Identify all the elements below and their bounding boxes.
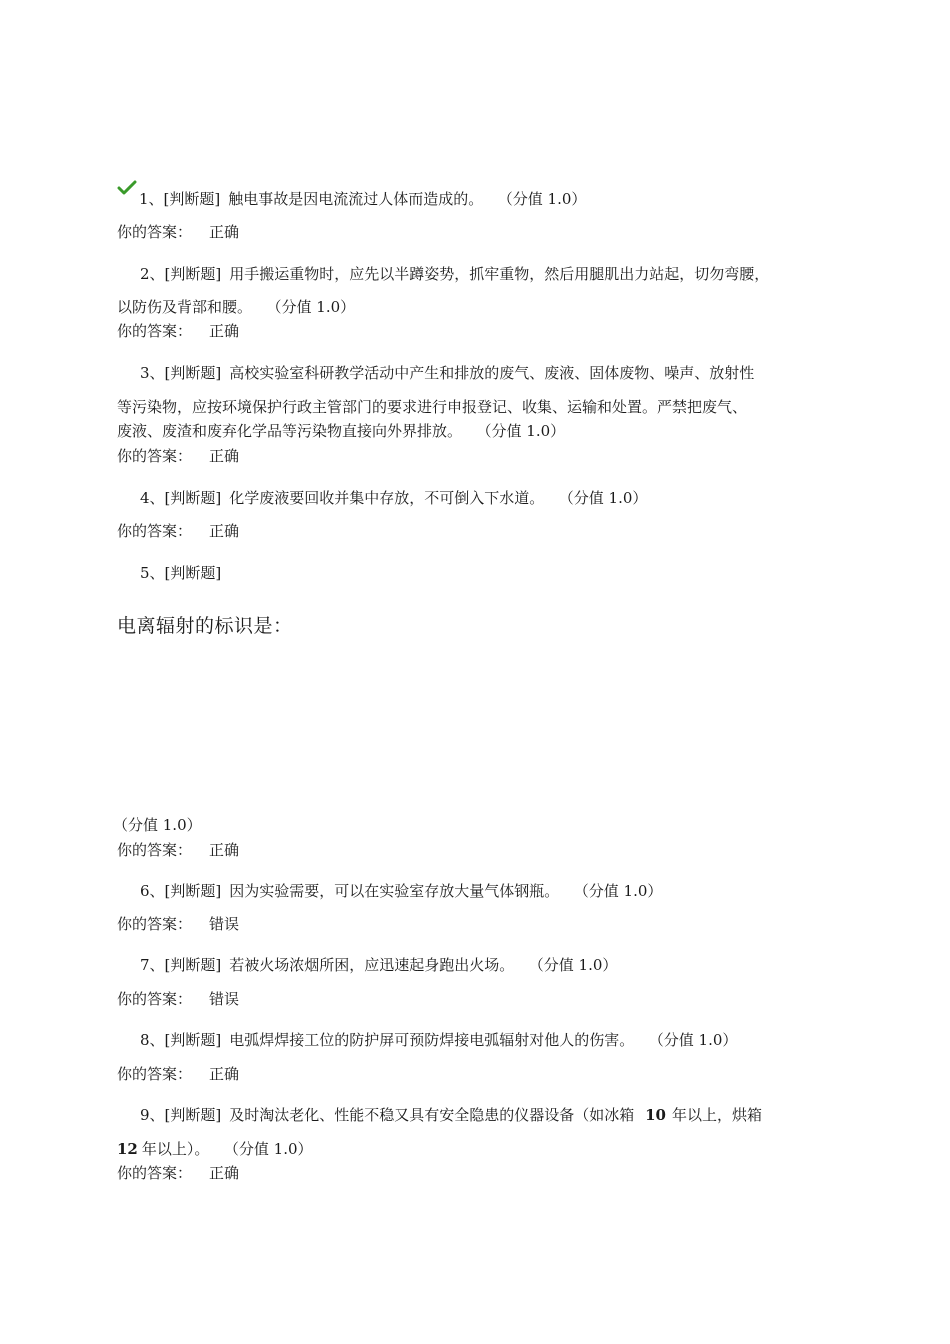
question-score: （分值 1.0） <box>566 489 648 507</box>
question-4 <box>140 488 647 508</box>
question-5-text: 电离辐射的标识是： <box>117 615 293 637</box>
question-type: [判断题] <box>164 1106 222 1124</box>
answer-6 <box>117 914 239 934</box>
answer-label: 你的答案： <box>117 915 193 933</box>
answer-value: 错误 <box>209 990 240 1008</box>
answer-label: 你的答案： <box>117 841 193 859</box>
question-score: （分值 1.0） <box>484 422 566 440</box>
question-text: 化学废液要回收并集中存放，不可倒入下水道。 <box>229 489 545 507</box>
question-type: [判断题] <box>164 489 222 507</box>
question-type: [判断题] <box>164 956 222 974</box>
answer-value: 正确 <box>209 522 240 540</box>
question-type: [判断题] <box>164 882 222 900</box>
question-number: 8、 <box>140 1031 165 1049</box>
question-text-part2: 年以上，烘箱 <box>671 1106 762 1124</box>
radiation-sign-image <box>117 655 317 805</box>
answer-3 <box>117 446 239 466</box>
answer-9 <box>117 1163 239 1183</box>
question-number: 9、 <box>140 1106 165 1124</box>
question-number: 1、 <box>139 190 164 208</box>
question-score: （分值 1.0） <box>505 190 587 208</box>
question-score: （分值 1.0） <box>581 882 663 900</box>
question-2 <box>140 264 769 284</box>
question-6 <box>140 881 662 901</box>
question-type: [判断题] <box>163 190 221 208</box>
question-type: [判断题] <box>164 564 222 582</box>
answer-label: 你的答案： <box>117 522 193 540</box>
question-number: 2、 <box>140 265 165 283</box>
question-text-line2: 以防伤及背部和腰。 <box>117 298 253 316</box>
question-number: 7、 <box>140 956 165 974</box>
question-text-line2: 等污染物，应按环境保护行政主管部门的要求进行申报登记、收集、运输和处置。严禁把废气、 <box>117 398 748 416</box>
answer-5 <box>117 840 239 860</box>
question-7 <box>140 955 617 975</box>
question-3 <box>140 363 754 383</box>
answer-value: 正确 <box>209 223 240 241</box>
question-number-fridge: 10 <box>645 1106 666 1124</box>
answer-value: 正确 <box>209 322 240 340</box>
question-text-line1: 高校实验室科研教学活动中产生和排放的废气、废液、固体废物、噪声、放射性 <box>229 364 755 382</box>
question-number: 5、 <box>140 564 165 582</box>
answer-1 <box>117 222 239 242</box>
question-score: （分值 1.0） <box>231 1140 313 1158</box>
answer-value: 正确 <box>209 447 240 465</box>
answer-label: 你的答案： <box>117 1065 193 1083</box>
question-9 <box>140 1105 762 1125</box>
answer-label: 你的答案： <box>117 322 193 340</box>
question-type: [判断题] <box>164 364 222 382</box>
answer-value: 正确 <box>209 1065 240 1083</box>
question-3-line3 <box>117 421 565 441</box>
question-number: 4、 <box>140 489 165 507</box>
question-5-score: （分值 1.0） <box>113 816 202 834</box>
question-score: （分值 1.0） <box>536 956 618 974</box>
answer-8 <box>117 1064 239 1084</box>
question-text-line2: 年以上）。 <box>141 1140 210 1158</box>
question-type: [判断题] <box>164 265 222 283</box>
question-text-line3: 废液、废渣和废弃化学品等污染物直接向外界排放。 <box>117 422 463 440</box>
question-number-oven: 12 <box>117 1140 138 1158</box>
question-text: 因为实验需要，可以在实验室存放大量气体钢瓶。 <box>229 882 560 900</box>
question-1 <box>139 189 586 209</box>
check-icon <box>117 180 137 196</box>
answer-label: 你的答案： <box>117 990 193 1008</box>
answer-7 <box>117 989 239 1009</box>
question-text-line1: 用手搬运重物时，应先以半蹲姿势，抓牢重物，然后用腿肌出力站起，切勿弯腰， <box>229 265 770 283</box>
question-text: 触电事故是因电流流过人体而造成的。 <box>228 190 484 208</box>
question-8 <box>140 1030 737 1050</box>
answer-label: 你的答案： <box>117 447 193 465</box>
question-score: （分值 1.0） <box>274 298 356 316</box>
question-type: [判断题] <box>164 1031 222 1049</box>
answer-4 <box>117 521 239 541</box>
answer-label: 你的答案： <box>117 1164 193 1182</box>
answer-label: 你的答案： <box>117 223 193 241</box>
answer-value: 错误 <box>209 915 240 933</box>
question-text-part1: 及时淘汰老化、性能不稳又具有安全隐患的仪器设备（如冰箱 <box>229 1106 635 1124</box>
answer-value: 正确 <box>209 1164 240 1182</box>
answer-2 <box>117 321 239 341</box>
question-text: 电弧焊焊接工位的防护屏可预防焊接电弧辐射对他人的伤害。 <box>229 1031 635 1049</box>
question-score: （分值 1.0） <box>656 1031 738 1049</box>
question-2-cont <box>117 297 355 317</box>
question-number: 6、 <box>140 882 165 900</box>
question-9-cont <box>117 1139 313 1159</box>
question-3-line2 <box>117 397 747 417</box>
question-text: 若被火场浓烟所困，应迅速起身跑出火场。 <box>229 956 515 974</box>
answer-value: 正确 <box>209 841 240 859</box>
question-5 <box>140 563 221 583</box>
question-number: 3、 <box>140 364 165 382</box>
